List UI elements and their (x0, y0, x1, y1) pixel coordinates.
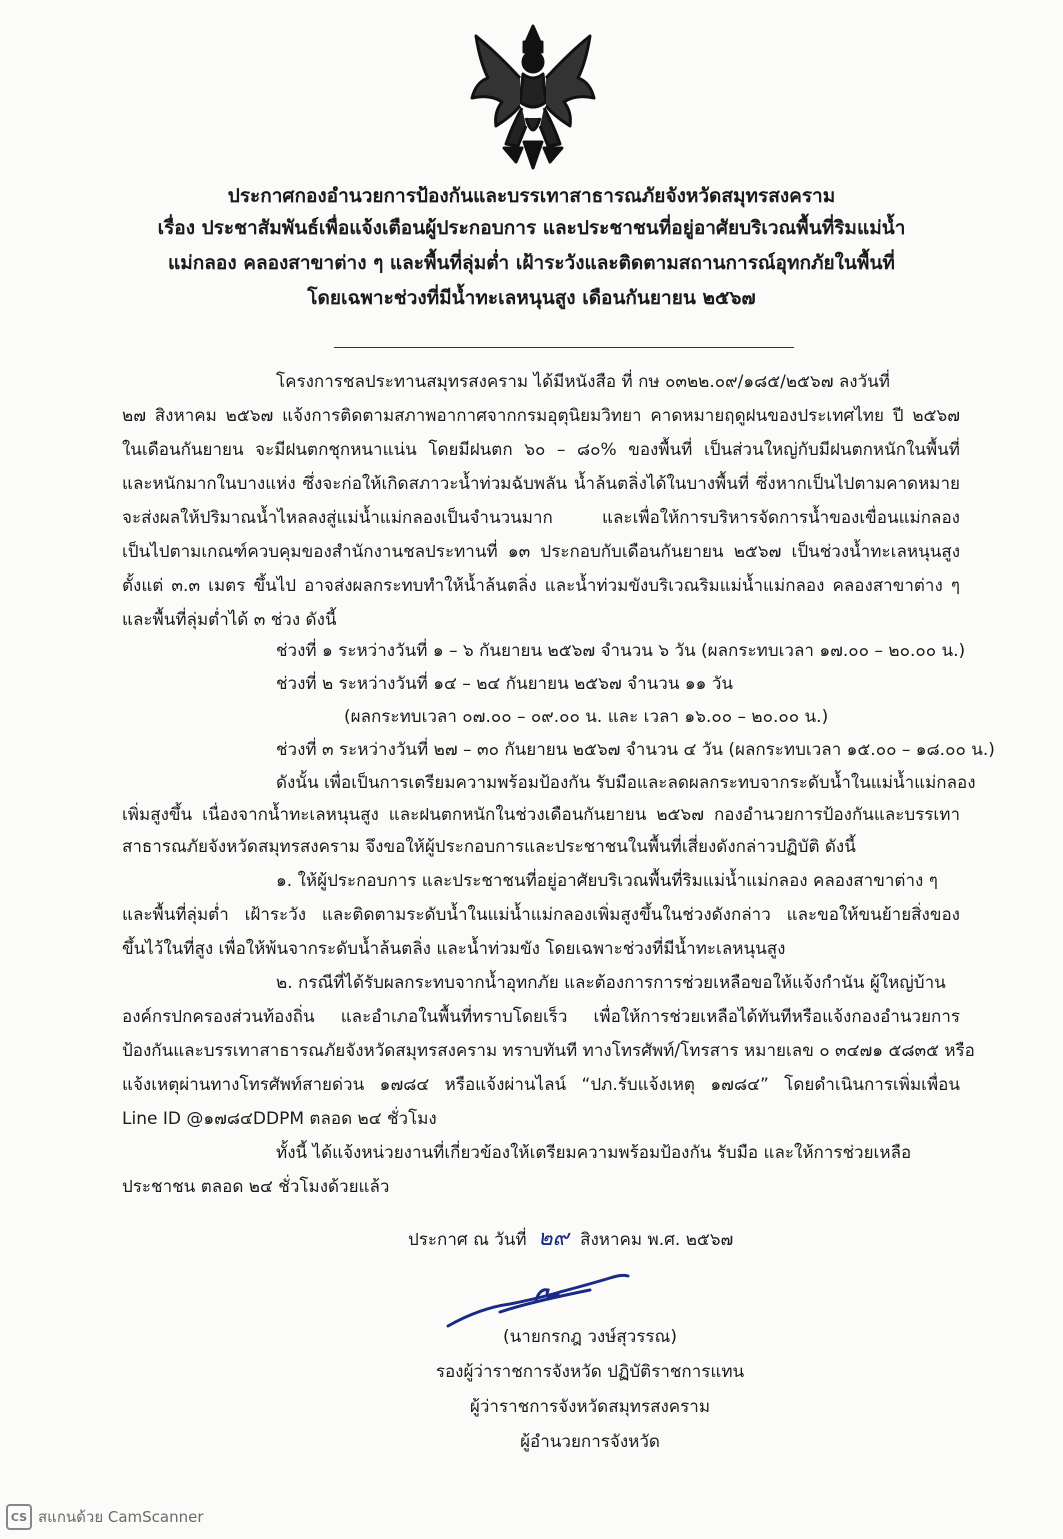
announcement-date (408, 1224, 733, 1255)
paragraph-1-line-3: ในเดือนกันยายน จะมีฝนตกชุกหนาแน่น โดยมีฝนตก ๖๐ – ๘๐% ของพื้นที่ เป็นส่วนใหญ่กับมีฝนตกหนักในพื้นที่ (122, 440, 960, 460)
title-line-1: ประกาศกองอำนวยการป้องกันและบรรเทาสาธารณภัยจังหวัดสมุทรสงคราม (227, 185, 836, 207)
camscanner-watermark (6, 1504, 204, 1530)
signer-position-2: ผู้ว่าราชการจังหวัดสมุทรสงคราม (469, 1397, 711, 1417)
item-1-line-1: ๑. ให้ผู้ประกอบการ และประชาชนที่อยู่อาศัยบริเวณพื้นที่ริมแม่น้ำแม่กลอง คลองสาขาต่าง ๆ (276, 871, 938, 891)
item-2-line-2: องค์กรปกครองส่วนท้องถิ่น และอำเภอในพื้นที่ทราบโดยเร็ว เพื่อให้การช่วยเหลือได้ทันทีหรือแจ้งกองอำนวยการ (122, 1007, 960, 1027)
title-line-2: เรื่อง ประชาสัมพันธ์เพื่อแจ้งเตือนผู้ประกอบการ และประชาชนที่อยู่อาศัยบริเวณพื้นที่ริมแม่น้ำ (157, 217, 906, 239)
camscanner-text: สแกนด้วย CamScanner (38, 1508, 204, 1526)
paragraph-2-line-1: ดังนั้น เพื่อเป็นการเตรียมความพร้อมป้องกัน รับมือและลดผลกระทบจากระดับน้ำในแม่น้ำแม่กลอง (276, 773, 976, 793)
paragraph-1-line-8: และพื้นที่ลุ่มต่ำได้ ๓ ช่วง ดังนี้ (122, 610, 337, 630)
item-2-line-1: ๒. กรณีที่ได้รับผลกระทบจากน้ำอุทกภัย และต้องการการช่วยเหลือขอให้แจ้งกำนัน ผู้ใหญ่บ้าน (276, 973, 946, 993)
paragraph-1-line-4: และหนักมากในบางแห่ง ซึ่งจะก่อให้เกิดสภาวะน้ำท่วมฉับพลัน น้ำล้นตลิ่งได้ในบางพื้นที่ ซึ่งหากเป็นไปตามคาดหมาย (122, 474, 960, 494)
title-line-3: แม่กลอง คลองสาขาต่าง ๆ และพื้นที่ลุ่มต่ำ เฝ้าระวังและติดตามสถานการณ์อุทกภัยในพื้นที่ (168, 252, 895, 274)
paragraph-1-line-6: เป็นไปตามเกณฑ์ควบคุมของสำนักงานชลประทานที่ ๑๓ ประกอบกับเดือนกันยายน ๒๕๖๗ เป็นช่วงน้ำทะเลหนุนสูง (122, 542, 960, 562)
paragraph-1-line-1: โครงการชลประทานสมุทรสงคราม ได้มีหนังสือ ที่ กษ ๐๓๒๒.๐๙/๑๘๕/๒๕๖๗ ลงวันที่ (276, 372, 890, 392)
paragraph-1-line-2: ๒๗ สิงหาคม ๒๕๖๗ แจ้งการติดตามสภาพอากาศจากกรมอุตุนิยมวิทยา คาดหมายฤดูฝนของประเทศไทย ปี ๒๕๖๗ (122, 406, 960, 426)
closing-line-1: ทั้งนี้ ได้แจ้งหน่วยงานที่เกี่ยวข้องให้เตรียมความพร้อมป้องกัน รับมือ และให้การช่วยเหลือ (276, 1143, 912, 1163)
item-1-line-2: และพื้นที่ลุ่มต่ำ เฝ้าระวัง และติดตามระดับน้ำในแม่น้ำแม่กลองเพิ่มสูงขึ้นในช่วงดังกล่าว และขอให้ขนย้ายสิ่งของ (122, 905, 960, 925)
period-3: ช่วงที่ ๓ ระหว่างวันที่ ๒๗ – ๓๐ กันยายน ๒๕๖๗ จำนวน ๔ วัน (ผลกระทบเวลา ๑๕.๐๐ – ๑๘.๐๐ น.) (276, 740, 995, 760)
paragraph-2-line-3: สาธารณภัยจังหวัดสมุทรสงคราม จึงขอให้ผู้ประกอบการและประชาชนในพื้นที่เสี่ยงดังกล่าวปฏิบัติ ดังนี้ (122, 837, 856, 857)
item-2-line-5: Line ID @๑๗๘๔DDPM ตลอด ๒๔ ชั่วโมง (122, 1109, 437, 1129)
title-line-4: โดยเฉพาะช่วงที่มีน้ำทะเลหนุนสูง เดือนกันยายน ๒๕๖๗ (307, 287, 756, 309)
item-1-line-3: ขึ้นไว้ในที่สูง เพื่อให้พ้นจากระดับน้ำล้นตลิ่ง และน้ำท่วมขัง โดยเฉพาะช่วงที่มีน้ำทะเลหนุนสูง (122, 939, 786, 959)
period-2: ช่วงที่ ๒ ระหว่างวันที่ ๑๔ – ๒๔ กันยายน ๒๕๖๗ จำนวน ๑๑ วัน (276, 674, 733, 694)
date-prefix: ประกาศ ณ วันที่ (408, 1230, 527, 1250)
camscanner-logo-icon: CS (6, 1504, 32, 1530)
period-2-time: (ผลกระทบเวลา ๐๗.๐๐ – ๐๙.๐๐ น. และ เวลา ๑๖.๐๐ – ๒๐.๐๐ น.) (344, 707, 829, 727)
signer-position-1: รองผู้ว่าราชการจังหวัด ปฏิบัติราชการแทน (435, 1362, 745, 1382)
paragraph-1-line-5: จะส่งผลให้ปริมาณน้ำไหลลงสู่แม่น้ำแม่กลองเป็นจำนวนมาก และเพื่อให้การบริหารจัดการน้ำของเขื่อนแม่กลอง (122, 508, 960, 528)
garuda-emblem-icon (466, 22, 600, 172)
item-2-line-4: แจ้งเหตุผ่านทางโทรศัพท์สายด่วน ๑๗๘๔ หรือแจ้งผ่านไลน์ “ปภ.รับแจ้งเหตุ ๑๗๘๔” โดยดำเนินการเพิ่มเพื่อน (122, 1075, 960, 1095)
date-day: ๒๙ (538, 1226, 569, 1251)
paragraph-2-line-2: เพิ่มสูงขึ้น เนื่องจากน้ำทะเลหนุนสูง และฝนตกหนักในช่วงเดือนกันยายน ๒๕๖๗ กองอำนวยการป้องกันและบรรเทา (122, 805, 960, 825)
closing-line-2: ประชาชน ตลอด ๒๔ ชั่วโมงด้วยแล้ว (122, 1177, 390, 1197)
signer-position-3: ผู้อำนวยการจังหวัด (520, 1432, 660, 1452)
paragraph-1-line-7: ตั้งแต่ ๓.๓ เมตร ขึ้นไป อาจส่งผลกระทบทำให้น้ำล้นตลิ่ง และน้ำท่วมขังบริเวณริมแม่น้ำแม่กลอง คลองสาขาต่าง ๆ (122, 576, 960, 596)
item-2-line-3: ป้องกันและบรรเทาสาธารณภัยจังหวัดสมุทรสงคราม ทราบทันที ทางโทรศัพท์/โทรสาร หมายเลข ๐ ๓๔๗๑ ๕๘๓๕ หรือ (122, 1041, 975, 1061)
period-1: ช่วงที่ ๑ ระหว่างวันที่ ๑ – ๖ กันยายน ๒๕๖๗ จำนวน ๖ วัน (ผลกระทบเวลา ๑๗.๐๐ – ๒๐.๐๐ น.) (276, 641, 966, 661)
title-divider (334, 347, 794, 348)
date-suffix: สิงหาคม พ.ศ. ๒๕๖๗ (580, 1230, 734, 1250)
signer-name: (นายกรกฎ วงษ์สุวรรณ) (503, 1327, 677, 1347)
